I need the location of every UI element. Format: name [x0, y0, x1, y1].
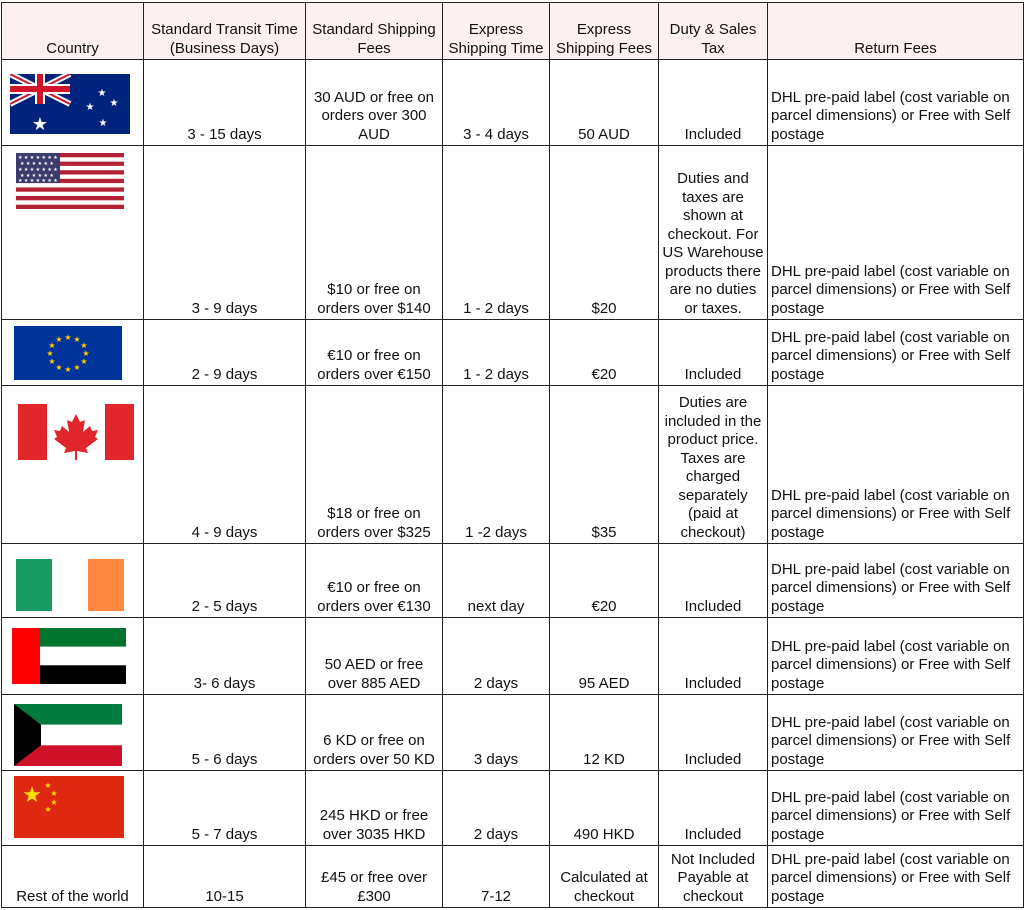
duty-cell: Included — [659, 618, 768, 695]
table-row — [2, 146, 1024, 320]
duty-cell: Included — [659, 544, 768, 618]
express-time-cell: 2 days — [443, 618, 550, 695]
svg-text:★: ★ — [22, 782, 42, 807]
australia-flag — [2, 60, 144, 146]
duty-cell: Included — [659, 60, 768, 146]
standard-fee-cell: €10 or free on orders over €130 — [306, 544, 443, 618]
express-fee-cell: €20 — [550, 544, 659, 618]
header-transit-time: Standard Transit Time (Business Days) — [144, 3, 306, 60]
transit-cell: 5 - 7 days — [144, 771, 306, 846]
svg-text:★ ★ ★ ★ ★ ★ ★: ★ ★ ★ ★ ★ ★ ★ — [18, 155, 58, 161]
svg-text:★: ★ — [80, 341, 88, 350]
svg-text:★: ★ — [109, 98, 119, 109]
uae-flag — [2, 618, 144, 695]
duty-cell: Duties and taxes are shown at checkout. For US Warehouse products there are no duties or taxes. — [659, 146, 768, 320]
duty-cell: Included — [659, 771, 768, 846]
svg-text:★: ★ — [64, 365, 72, 374]
shipping-table — [1, 2, 1024, 908]
header-express-fees: Express Shipping Fees — [550, 3, 659, 60]
country-cell: Rest of the world — [2, 846, 144, 908]
svg-text:★ ★ ★ ★ ★ ★ ★: ★ ★ ★ ★ ★ ★ ★ — [18, 167, 58, 173]
svg-text:★: ★ — [80, 357, 88, 366]
header-express-time: Express Shipping Time — [443, 3, 550, 60]
return-fee-cell: DHL pre-paid label (cost variable on parcel dimensions) or Free with Self postage — [768, 320, 1024, 386]
express-time-cell: 1 - 2 days — [443, 320, 550, 386]
svg-text:★: ★ — [55, 363, 63, 372]
svg-text:★: ★ — [50, 789, 58, 798]
table-row — [2, 386, 1024, 544]
header-return-fees: Return Fees — [768, 3, 1024, 60]
svg-text:★: ★ — [48, 357, 56, 366]
table-row — [2, 846, 1024, 908]
transit-cell: 3- 6 days — [144, 618, 306, 695]
express-time-cell: 1 -2 days — [443, 386, 550, 544]
svg-text:★ ★ ★ ★ ★ ★: ★ ★ ★ ★ ★ ★ — [20, 173, 54, 179]
svg-text:★: ★ — [73, 335, 81, 344]
svg-text:★: ★ — [64, 333, 72, 342]
svg-text:★: ★ — [55, 335, 63, 344]
header-row — [2, 3, 1024, 60]
express-time-cell: 2 days — [443, 771, 550, 846]
eu-flag — [2, 320, 144, 386]
svg-text:★: ★ — [98, 118, 108, 129]
express-fee-cell: €20 — [550, 320, 659, 386]
svg-text:★: ★ — [82, 349, 90, 358]
duty-cell: Included — [659, 320, 768, 386]
standard-fee-cell: 30 AUD or free on orders over 300 AUD — [306, 60, 443, 146]
svg-text:★: ★ — [85, 102, 95, 113]
table-row — [2, 320, 1024, 386]
usa-flag — [2, 146, 144, 320]
return-fee-cell: DHL pre-paid label (cost variable on parcel dimensions) or Free with Self postage — [768, 544, 1024, 618]
return-fee-cell: DHL pre-paid label (cost variable on parcel dimensions) or Free with Self postage — [768, 695, 1024, 771]
canada-flag — [2, 386, 144, 544]
transit-cell: 10-15 — [144, 846, 306, 908]
header-country: Country — [2, 3, 144, 60]
transit-cell: 2 - 5 days — [144, 544, 306, 618]
svg-text:★: ★ — [31, 114, 49, 134]
express-fee-cell: $35 — [550, 386, 659, 544]
transit-cell: 5 - 6 days — [144, 695, 306, 771]
svg-text:★: ★ — [44, 805, 52, 814]
express-fee-cell: 490 HKD — [550, 771, 659, 846]
svg-text:★ ★ ★ ★ ★ ★ ★: ★ ★ ★ ★ ★ ★ ★ — [18, 178, 58, 184]
transit-cell: 4 - 9 days — [144, 386, 306, 544]
svg-text:★: ★ — [44, 781, 52, 790]
express-time-cell: 7-12 — [443, 846, 550, 908]
standard-fee-cell: £45 or free over £300 — [306, 846, 443, 908]
svg-text:★: ★ — [46, 349, 54, 358]
return-fee-cell: DHL pre-paid label (cost variable on parcel dimensions) or Free with Self postage — [768, 846, 1024, 908]
return-fee-cell: DHL pre-paid label (cost variable on parcel dimensions) or Free with Self postage — [768, 60, 1024, 146]
standard-fee-cell: 245 HKD or free over 3035 HKD — [306, 771, 443, 846]
duty-cell: Included — [659, 695, 768, 771]
standard-fee-cell: 6 KD or free on orders over 50 KD — [306, 695, 443, 771]
return-fee-cell: DHL pre-paid label (cost variable on parcel dimensions) or Free with Self postage — [768, 146, 1024, 320]
return-fee-cell: DHL pre-paid label (cost variable on parcel dimensions) or Free with Self postage — [768, 771, 1024, 846]
header-duty-tax: Duty & Sales Tax — [659, 3, 768, 60]
svg-text:★: ★ — [97, 88, 107, 99]
table-row — [2, 60, 1024, 146]
express-fee-cell: 12 KD — [550, 695, 659, 771]
express-fee-cell: Calculated at checkout — [550, 846, 659, 908]
table-row — [2, 618, 1024, 695]
express-time-cell: 3 days — [443, 695, 550, 771]
svg-text:★: ★ — [73, 363, 81, 372]
express-time-cell: 3 - 4 days — [443, 60, 550, 146]
duty-cell: Duties are included in the product price. Taxes are charged separately (paid at checkout) — [659, 386, 768, 544]
standard-fee-cell: $10 or free on orders over $140 — [306, 146, 443, 320]
standard-fee-cell: €10 or free on orders over €150 — [306, 320, 443, 386]
table-row — [2, 771, 1024, 846]
transit-cell: 3 - 9 days — [144, 146, 306, 320]
table-row — [2, 544, 1024, 618]
ireland-flag — [2, 544, 144, 618]
standard-fee-cell: $18 or free on orders over $325 — [306, 386, 443, 544]
return-fee-cell: DHL pre-paid label (cost variable on parcel dimensions) or Free with Self postage — [768, 386, 1024, 544]
kuwait-flag — [2, 695, 144, 771]
header-standard-fees: Standard Shipping Fees — [306, 3, 443, 60]
svg-text:★ ★ ★ ★ ★ ★: ★ ★ ★ ★ ★ ★ — [20, 161, 54, 167]
table-row — [2, 695, 1024, 771]
express-fee-cell: $20 — [550, 146, 659, 320]
svg-text:★: ★ — [50, 798, 58, 807]
express-fee-cell: 50 AUD — [550, 60, 659, 146]
svg-text:★: ★ — [48, 341, 56, 350]
return-fee-cell: DHL pre-paid label (cost variable on parcel dimensions) or Free with Self postage — [768, 618, 1024, 695]
transit-cell: 3 - 15 days — [144, 60, 306, 146]
china-flag — [2, 771, 144, 846]
express-fee-cell: 95 AED — [550, 618, 659, 695]
express-time-cell: next day — [443, 544, 550, 618]
duty-cell: Not Included Payable at checkout — [659, 846, 768, 908]
express-time-cell: 1 - 2 days — [443, 146, 550, 320]
standard-fee-cell: 50 AED or free over 885 AED — [306, 618, 443, 695]
transit-cell: 2 - 9 days — [144, 320, 306, 386]
